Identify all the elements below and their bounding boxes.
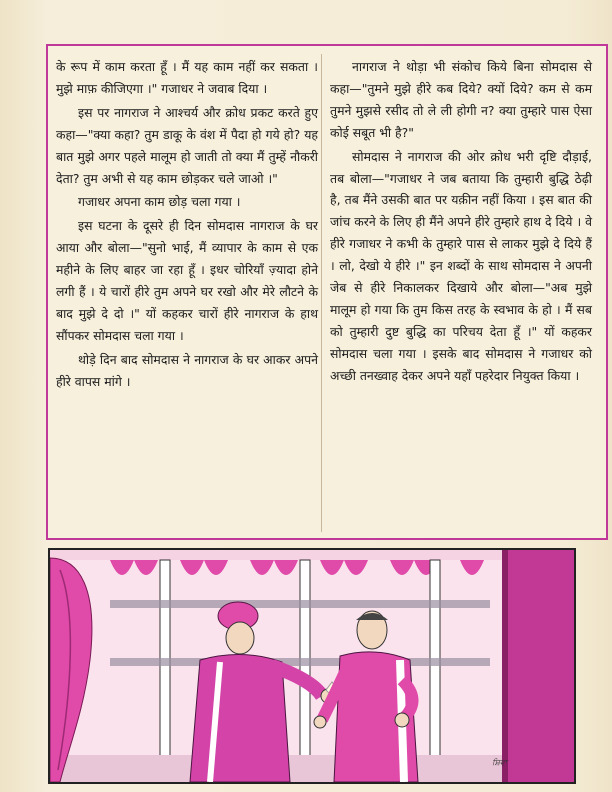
artist-signature: ਸ਼ਿਵਾ <box>492 758 508 767</box>
story-paragraph: गजाधर अपना काम छोड़ चला गया । <box>78 194 241 210</box>
story-right-column <box>330 56 592 389</box>
story-paragraph: नागराज ने थोड़ा भी संकोच किये बिना सोमदास से कहा—"तुमने मुझे हीरे कब दिये? क्यों दिये? कम से कम तुमने मुझसे रसीद तो ले ली होगी न? क्या तुम्हारे पास ऐसा कोई सबूत भी है?" <box>330 59 592 140</box>
story-paragraph: थोड़े दिन बाद सोमदास ने नागराज के घर आकर अपने हीरे वापस मांगे । <box>56 351 318 389</box>
story-paragraph: इस पर नागराज ने आश्चर्य और क्रोध प्रकट करते हुए कहा—"क्या कहा? तुम डाकू के वंश में पैदा हो गये हो? यह बात मुझे अगर पहले मालूम हो जाती तो क्या मैं तुम्हें नौकरी देता? तुम अभी से यह काम छोड़कर चले जाओ ।" <box>56 104 318 186</box>
column-divider <box>321 54 322 532</box>
story-paragraph: इस घटना के दूसरे ही दिन सोमदास नागराज के घर आया और बोला—"सुनो भाई, मैं व्यापार के काम से एक महीने के लिए बाहर जा रहा हूँ । इधर चोरियाँ ज़्यादा होने लगी हैं । ये चारों हीरे तुम अपने घर रखो और मेरे लौटने के बाद मुझे दे दो ।" यों कहकर चारों हीरे नागराज के हाथ सौंपकर सोमदास चला गया । <box>56 218 318 343</box>
story-illustration <box>48 548 576 784</box>
story-text-frame <box>46 44 608 540</box>
story-paragraph: के रूप में काम करता हूँ । मैं यह काम नहीं कर सकता । मुझे माफ़ कीजिएगा ।" गजाधर ने जवाब दिया । <box>56 59 318 96</box>
story-left-column <box>56 56 318 395</box>
story-paragraph: सोमदास ने नागराज की ओर क्रोध भरी दृष्टि दौड़ाई, तब बोला—"गजाधर ने जब बताया कि तुम्हारी बुद्धि ठेढ़ी है, तब मैंने उसकी बात पर यक़ीन नहीं किया । इस बात की जांच करने के लिए ही मैंने अपने हीरे तुम्हारे हाथ दे दिये । वे हीरे गजाधर ने कभी के तुम्हारे पास से लाकर मुझे दे दिये हैं । लो, देखो ये हीरे ।" इन शब्दों के साथ सोमदास ने अपनी जेब से हीरे निकालकर दिखाये और बोला—"अब मुझे मालूम हो गया कि तुम किस तरह के स्वभाव के हो । मैं सब को तुम्हारी दुष्ट बुद्धि का परिचय देता हूँ ।" यों कहकर सोमदास चला गया । इसके बाद सोमदास ने गजाधर को अच्छी तनख्वाह देकर अपने यहाँ पहरेदार नियुक्त किया । <box>330 148 592 383</box>
